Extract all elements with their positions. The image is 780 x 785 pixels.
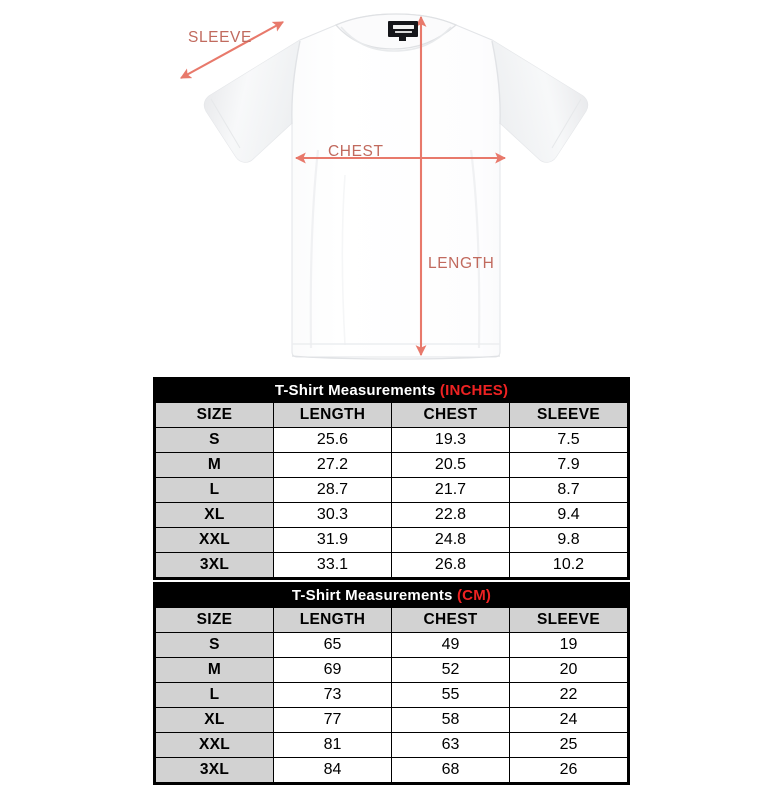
cell-chest: 63 — [392, 733, 510, 758]
column-header-size: SIZE — [156, 403, 274, 428]
cell-chest: 55 — [392, 683, 510, 708]
cell-chest: 26.8 — [392, 553, 510, 578]
cell-length: 84 — [274, 758, 392, 783]
cell-chest: 58 — [392, 708, 510, 733]
cell-chest: 19.3 — [392, 428, 510, 453]
table-header-row — [156, 608, 628, 633]
column-header-size: SIZE — [156, 608, 274, 633]
column-header-length: LENGTH — [274, 403, 392, 428]
cell-size: XXL — [156, 528, 274, 553]
table-row — [156, 528, 628, 553]
cell-sleeve: 9.8 — [510, 528, 628, 553]
cell-sleeve: 10.2 — [510, 553, 628, 578]
table-title-cm — [156, 585, 628, 608]
cell-size: L — [156, 683, 274, 708]
table-row — [156, 733, 628, 758]
sleeve-label: SLEEVE — [188, 29, 252, 46]
cell-length: 27.2 — [274, 453, 392, 478]
cell-size: L — [156, 478, 274, 503]
cell-size: S — [156, 633, 274, 658]
table-title-inches — [156, 380, 628, 403]
column-header-chest: CHEST — [392, 608, 510, 633]
cell-chest: 24.8 — [392, 528, 510, 553]
cell-length: 30.3 — [274, 503, 392, 528]
chest-label: CHEST — [328, 143, 384, 160]
cell-sleeve: 7.5 — [510, 428, 628, 453]
cell-length: 77 — [274, 708, 392, 733]
t-shirt-illustration — [0, 0, 780, 372]
cell-sleeve: 24 — [510, 708, 628, 733]
cell-sleeve: 7.9 — [510, 453, 628, 478]
cell-length: 65 — [274, 633, 392, 658]
size-table-cm — [153, 582, 630, 785]
table-row — [156, 658, 628, 683]
table-row — [156, 478, 628, 503]
cell-sleeve: 22 — [510, 683, 628, 708]
cell-size: XXL — [156, 733, 274, 758]
column-header-chest: CHEST — [392, 403, 510, 428]
table-row — [156, 683, 628, 708]
table-title-main: T-Shirt Measurements — [274, 382, 436, 399]
cell-length: 25.6 — [274, 428, 392, 453]
length-label: LENGTH — [428, 255, 495, 272]
cell-chest: 20.5 — [392, 453, 510, 478]
cell-length: 73 — [274, 683, 392, 708]
table-row — [156, 503, 628, 528]
table-row — [156, 633, 628, 658]
cell-length: 81 — [274, 733, 392, 758]
t-shirt-measurement-diagram — [0, 0, 780, 372]
cell-chest: 22.8 — [392, 503, 510, 528]
cell-length: 28.7 — [274, 478, 392, 503]
table-title-main: T-Shirt Measurements — [291, 587, 453, 604]
cell-size: M — [156, 658, 274, 683]
cell-size: 3XL — [156, 553, 274, 578]
table-title-unit: (INCHES) — [439, 382, 509, 399]
cell-size: S — [156, 428, 274, 453]
cell-sleeve: 19 — [510, 633, 628, 658]
cell-chest: 21.7 — [392, 478, 510, 503]
cell-size: 3XL — [156, 758, 274, 783]
table-row — [156, 428, 628, 453]
cell-sleeve: 26 — [510, 758, 628, 783]
cell-chest: 52 — [392, 658, 510, 683]
table-row — [156, 453, 628, 478]
cell-size: XL — [156, 708, 274, 733]
cell-sleeve: 25 — [510, 733, 628, 758]
cell-chest: 49 — [392, 633, 510, 658]
cell-sleeve: 9.4 — [510, 503, 628, 528]
table-title-unit: (CM) — [456, 587, 492, 604]
cell-length: 69 — [274, 658, 392, 683]
cell-length: 33.1 — [274, 553, 392, 578]
brand-neck-label-icon — [388, 21, 418, 37]
table-row — [156, 708, 628, 733]
cell-size: XL — [156, 503, 274, 528]
size-table-inches — [153, 377, 630, 580]
cell-sleeve: 8.7 — [510, 478, 628, 503]
table-row — [156, 553, 628, 578]
column-header-length: LENGTH — [274, 608, 392, 633]
table-row — [156, 758, 628, 783]
cell-sleeve: 20 — [510, 658, 628, 683]
column-header-sleeve: SLEEVE — [510, 403, 628, 428]
cell-chest: 68 — [392, 758, 510, 783]
column-header-sleeve: SLEEVE — [510, 608, 628, 633]
cell-size: M — [156, 453, 274, 478]
table-header-row — [156, 403, 628, 428]
cell-length: 31.9 — [274, 528, 392, 553]
